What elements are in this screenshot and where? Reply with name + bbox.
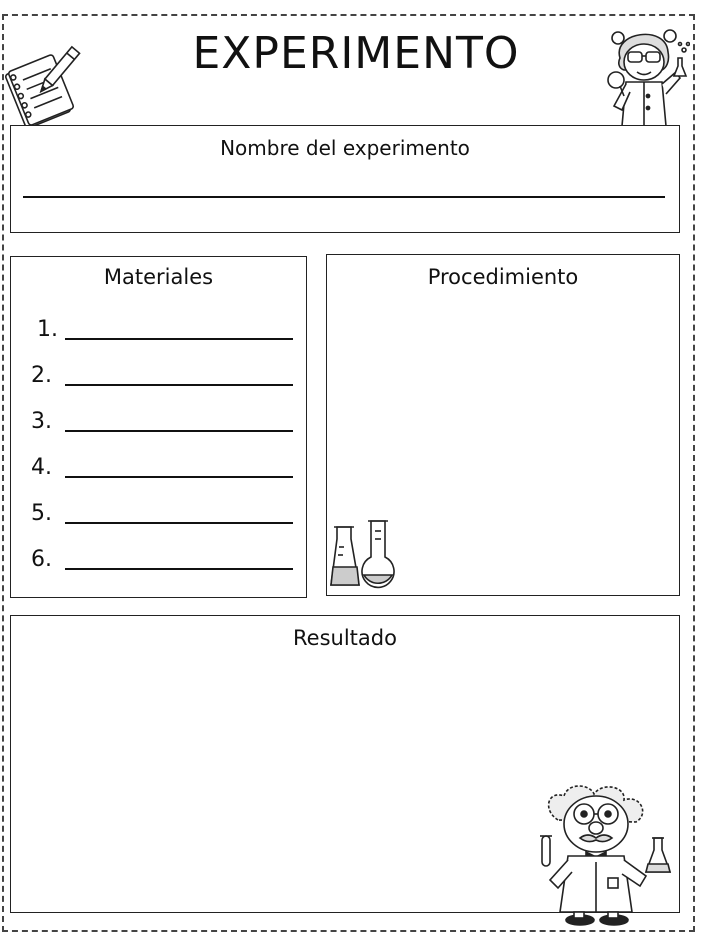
list-item	[31, 312, 301, 342]
list-item	[31, 450, 301, 480]
experiment-name-box	[10, 125, 680, 233]
materials-label: Materiales	[103, 265, 214, 289]
procedure-box[interactable]	[326, 254, 680, 596]
material-number: 6.	[31, 547, 52, 572]
material-blank-line[interactable]	[65, 568, 293, 570]
material-blank-line[interactable]	[65, 338, 293, 340]
experiment-name-line[interactable]	[23, 196, 665, 198]
material-number: 3.	[31, 409, 52, 434]
list-item	[31, 496, 301, 526]
material-number: 4.	[31, 455, 52, 480]
procedure-label: Procedimiento	[427, 265, 579, 289]
material-blank-line[interactable]	[65, 476, 293, 478]
lab-flasks-icon	[329, 517, 409, 591]
material-blank-line[interactable]	[65, 522, 293, 524]
materials-box	[10, 256, 307, 598]
list-item	[31, 358, 301, 388]
material-number: 2.	[31, 363, 52, 388]
material-blank-line[interactable]	[65, 384, 293, 386]
page-title: EXPERIMENTO	[192, 28, 520, 79]
result-label: Resultado	[293, 626, 397, 650]
list-item	[31, 404, 301, 434]
list-item	[31, 542, 301, 572]
experiment-name-label: Nombre del experimento	[220, 136, 470, 160]
material-blank-line[interactable]	[65, 430, 293, 432]
material-number: 5.	[31, 501, 52, 526]
old-scientist-illustration	[528, 780, 684, 930]
material-number: 1.	[37, 317, 58, 342]
